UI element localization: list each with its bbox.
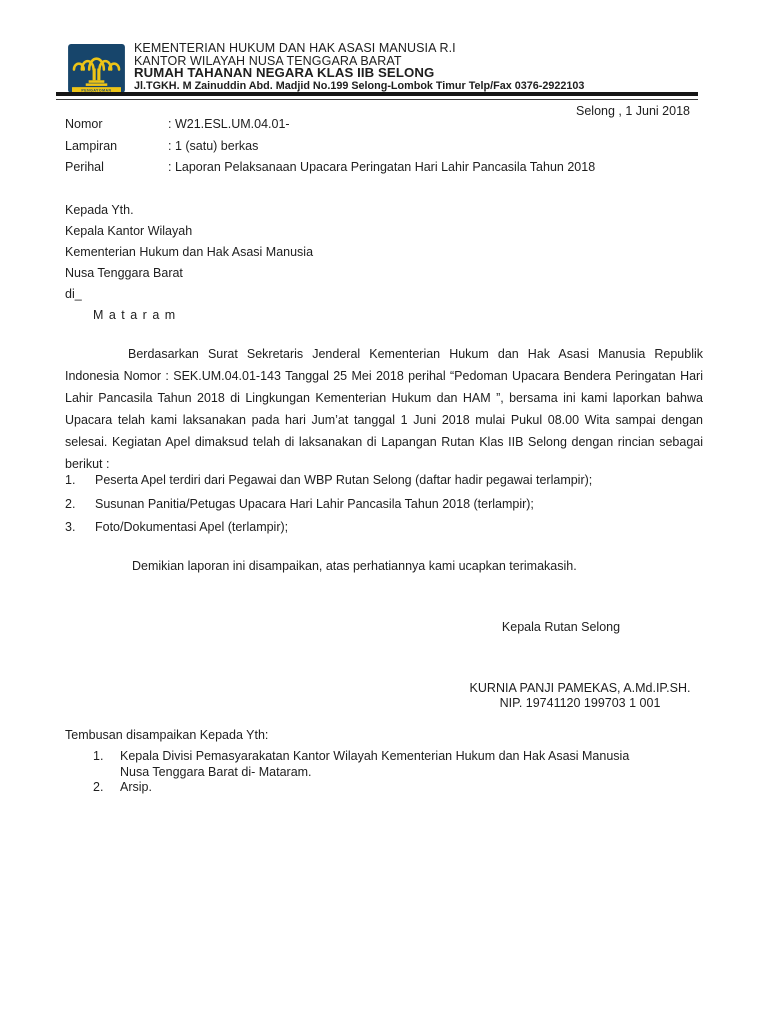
closing-line: Demikian laporan ini disampaikan, atas perhatiannya kami ucapkan terimakasih. xyxy=(132,559,577,573)
meta-label-lampiran: Lampiran xyxy=(65,138,118,153)
list-item-text: Susunan Panitia/Petugas Upacara Hari Lahir Pancasila Tahun 2018 (terlampir); xyxy=(95,496,534,511)
tembusan-item-text: Arsip. xyxy=(120,780,152,794)
tembusan-item xyxy=(65,749,655,780)
logo-banner-text: PENGAYOMAN xyxy=(81,88,112,93)
meta-row-lampiran xyxy=(65,136,705,158)
recipient-line: Kementerian Hukum dan Hak Asasi Manusia xyxy=(65,245,314,259)
meta-label-perihal: Perihal xyxy=(65,160,104,174)
letterhead-address: Jl.TGKH. M Zainuddin Abd. Madjid No.199 Selong-Lombok Timur Telp/Fax 0376-2922103 xyxy=(134,79,585,92)
letterhead-regional-office: KANTOR WILAYAH NUSA TENGGARA BARAT xyxy=(134,53,402,68)
meta-value-lampiran: : 1 (satu) berkas xyxy=(168,138,259,153)
tembusan-heading: Tembusan disampaikan Kepada Yth: xyxy=(65,728,269,742)
tembusan-item-text: Kepala Divisi Pemasyarakatan Kantor Wilayah Kementerian Hukum dan Hak Asasi Manusia Nusa Tenggara Barat di- Mataram. xyxy=(120,749,630,779)
list-item xyxy=(65,470,710,491)
list-item-number: 2. xyxy=(65,496,76,511)
list-item-text: Foto/Dokumentasi Apel (terlampir); xyxy=(95,520,289,534)
meta-value-perihal: : Laporan Pelaksanaan Upacara Peringatan Hari Lahir Pancasila Tahun 2018 xyxy=(168,160,596,174)
meta-row-nomor xyxy=(65,114,705,136)
meta-label-nomor: Nomor xyxy=(65,117,103,131)
letter-meta xyxy=(65,114,705,179)
signature-nip: NIP. 19741120 199703 1 001 xyxy=(499,695,661,710)
letterhead-institution: RUMAH TAHANAN NEGARA KLAS IIB SELONG xyxy=(134,65,435,81)
list-item xyxy=(65,494,710,515)
signature-name: KURNIA PANJI PAMEKAS, A.Md.IP.SH. xyxy=(469,681,691,695)
recipient-line: Kepala Kantor Wilayah xyxy=(65,224,193,238)
list-item xyxy=(65,517,710,538)
signature-title: Kepala Rutan Selong xyxy=(501,620,621,634)
pengayoman-logo-icon xyxy=(68,44,125,93)
recipient-block xyxy=(65,200,313,326)
tembusan-item-number: 2. xyxy=(93,780,104,794)
meta-value-nomor: : W21.ESL.UM.04.01- xyxy=(168,117,290,131)
list-item-number: 1. xyxy=(65,473,76,487)
signature-block xyxy=(445,681,715,710)
list-item-text: Peserta Apel terdiri dari Pegawai dan WBP Rutan Selong (daftar hadir pegawai terlampir); xyxy=(95,473,593,487)
letterhead xyxy=(134,42,584,92)
recipient-line: di_ xyxy=(65,287,82,301)
letterhead-ministry: KEMENTERIAN HUKUM DAN HAK ASASI MANUSIA R.I xyxy=(134,41,456,55)
tembusan-item-number: 1. xyxy=(93,749,104,763)
tembusan-block xyxy=(65,728,655,796)
body-list xyxy=(65,470,710,541)
recipient-line: Kepada Yth. xyxy=(65,203,134,217)
list-item-number: 3. xyxy=(65,520,76,534)
meta-row-perihal xyxy=(65,157,705,179)
recipient-city: M a t a r a m xyxy=(93,308,177,322)
recipient-line: Nusa Tenggara Barat xyxy=(65,266,183,280)
letter-date: Selong , 1 Juni 2018 xyxy=(576,104,690,118)
tembusan-item xyxy=(65,780,655,796)
letterhead-divider xyxy=(56,92,698,100)
body-paragraph: Berdasarkan Surat Sekretaris Jenderal Kementerian Hukum dan Hak Asasi Manusia Republik Indonesia Nomor : SEK.UM.04.01-143 Tanggal 25 Mei 2018 perihal “Pedoman Upacara Bendera Peringatan Hari Lahir Pancasila Tahun 2018 di Lingkungan Kementerian Hukum dan HAM ”, bersama ini kami laporkan bahwa Upacara telah kami laksanakan pada hari Jum’at tanggal 1 Juni 2018 mulai Pukul 08.00 Wita sampai dengan selesai. Kegiatan Apel dimaksud telah di laksanakan di Lapangan Rutan Klas IIB Selong dengan rincian sebagai berikut : xyxy=(65,347,703,471)
